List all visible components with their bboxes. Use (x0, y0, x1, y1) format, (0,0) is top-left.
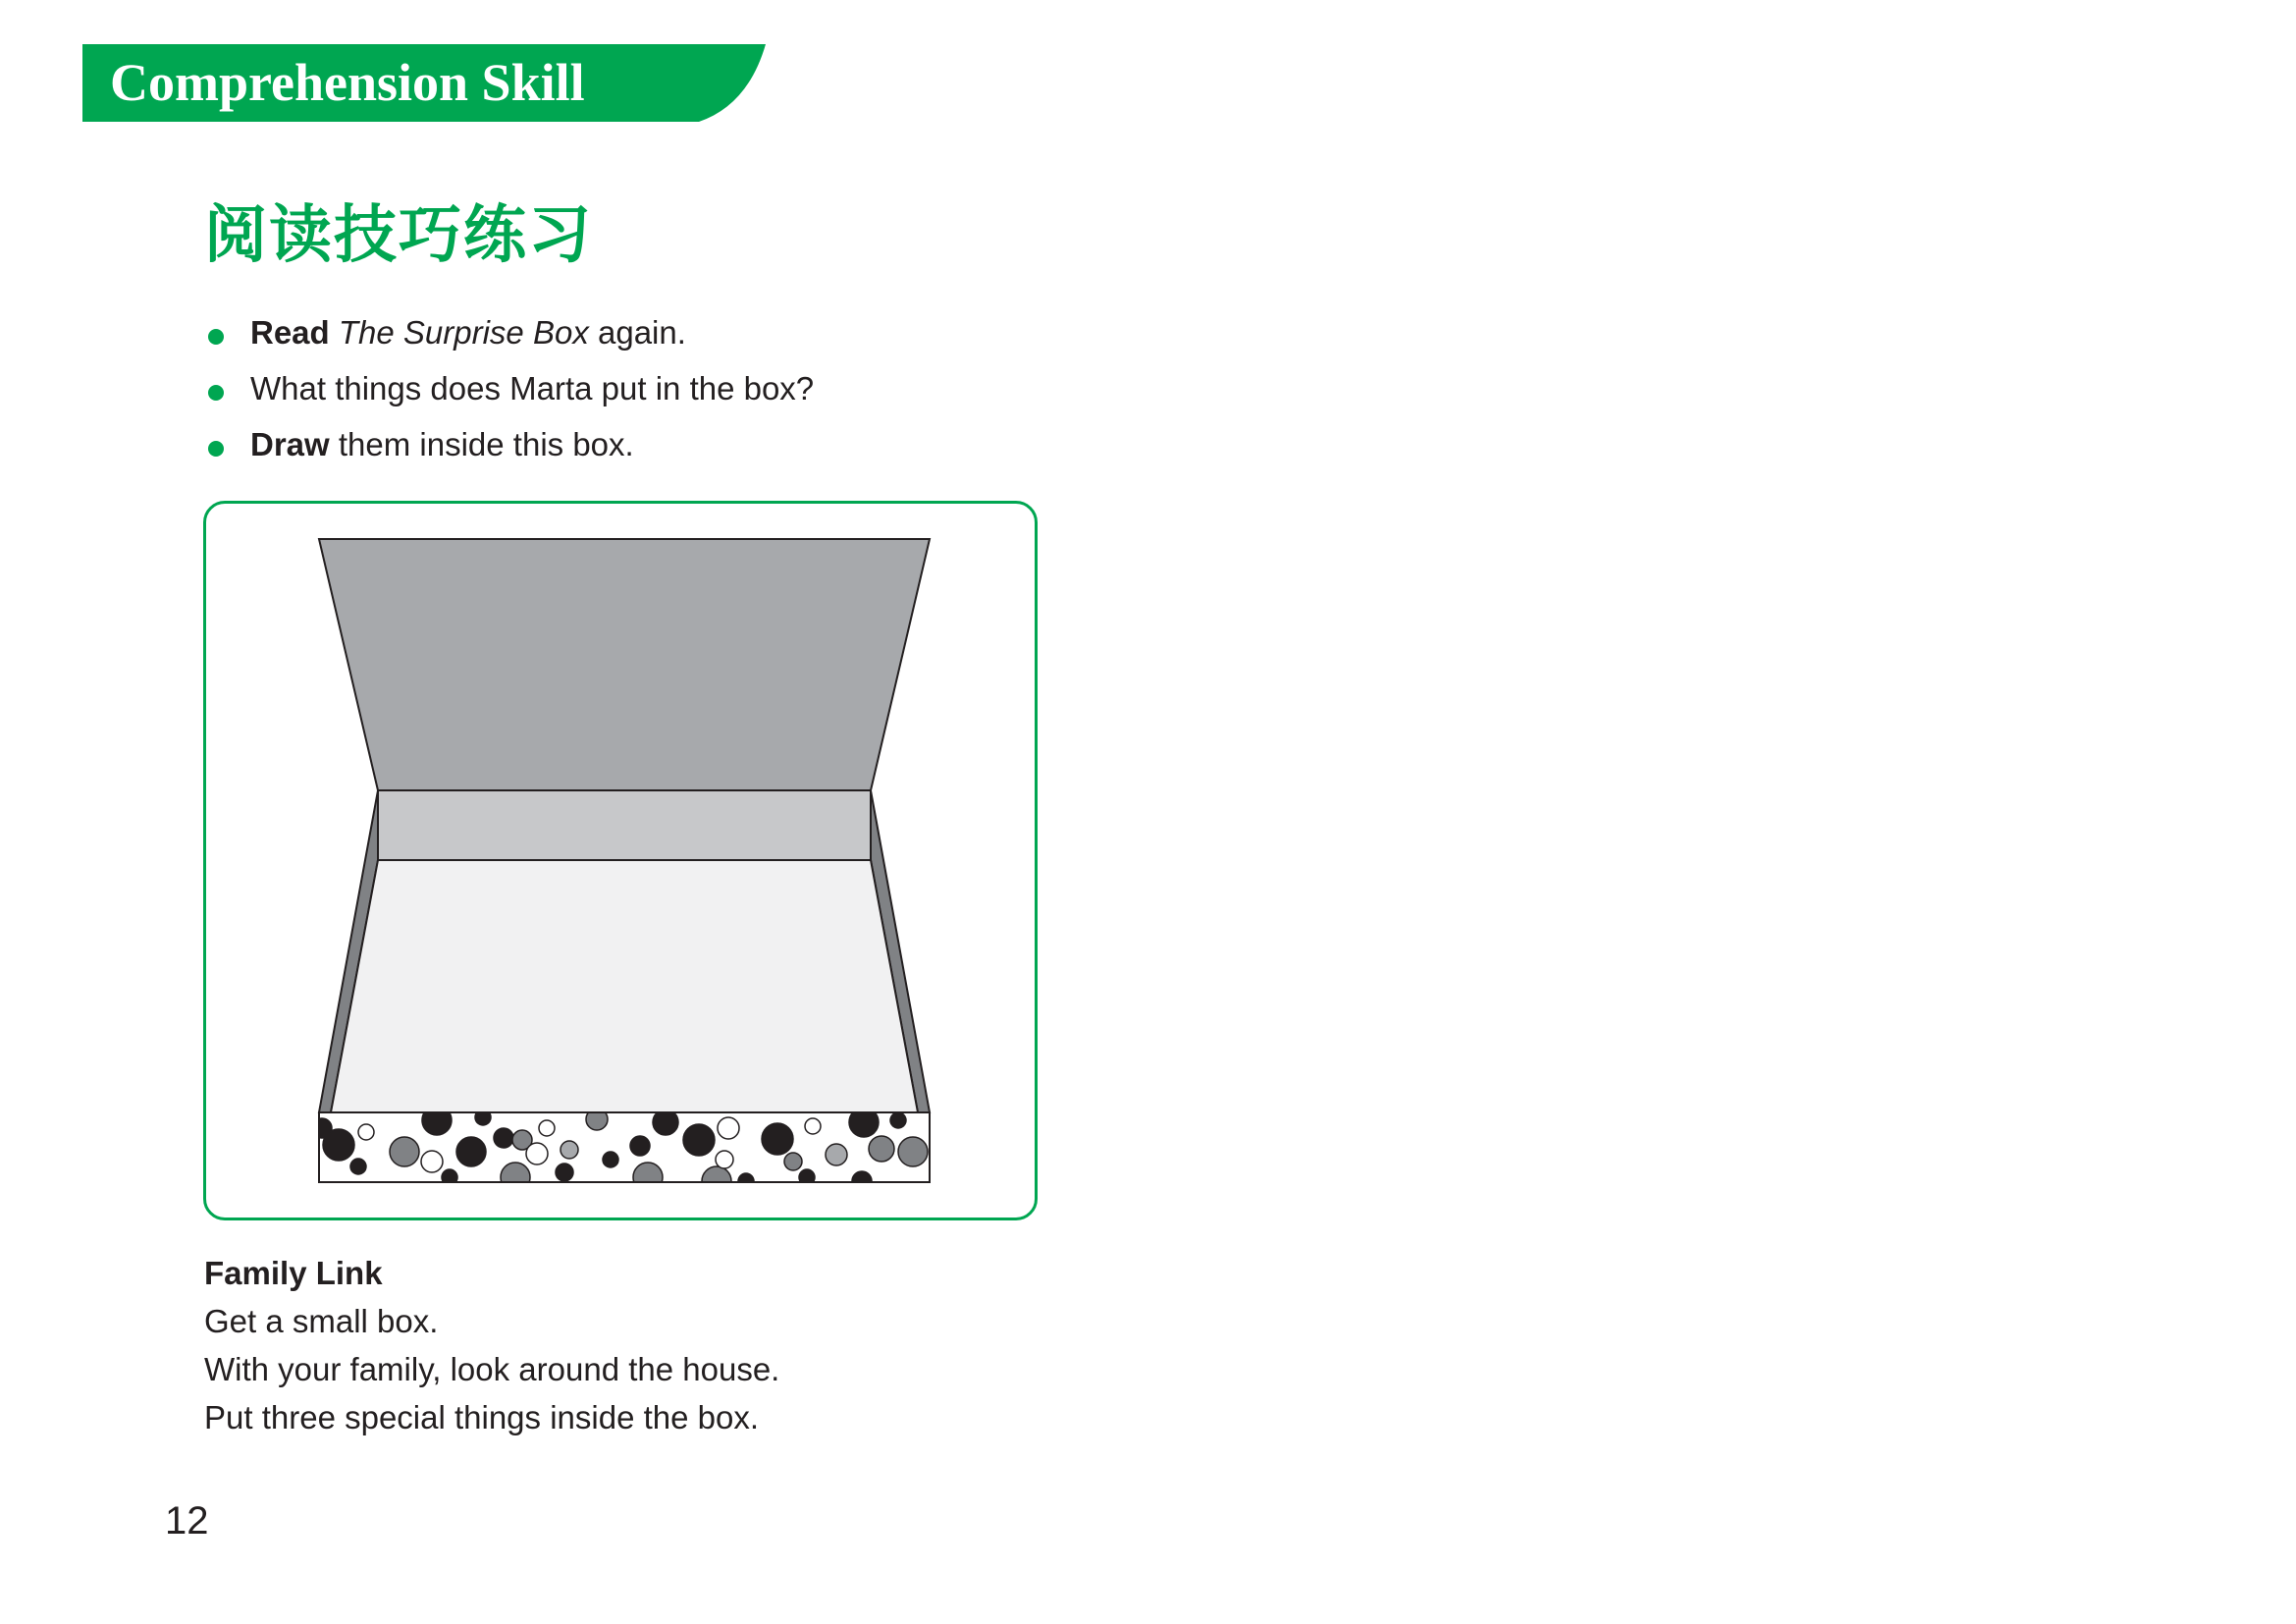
instruction-item (204, 416, 814, 472)
book-title: The Surprise Box (338, 314, 589, 351)
bullet-icon (208, 329, 224, 345)
page-number: 12 (165, 1499, 209, 1543)
instruction-item (204, 304, 814, 360)
family-link-line: Get a small box. (204, 1303, 439, 1339)
instruction-text: again. (598, 314, 686, 351)
bullet-icon (208, 441, 224, 457)
open-box-illustration (206, 504, 1035, 1218)
family-link (204, 1249, 779, 1441)
instruction-list (204, 304, 814, 472)
instruction-text: What things does Marta put in the box? (250, 370, 815, 406)
family-link-line: With your family, look around the house. (204, 1351, 780, 1387)
banner-title: Comprehension Skill (110, 53, 585, 112)
box-floor (331, 860, 918, 1112)
family-link-line: Put three special things inside the box. (204, 1399, 760, 1435)
instruction-item (204, 360, 814, 416)
chinese-title: 阅读技巧练习 (204, 199, 593, 272)
instruction-text: them inside this box. (338, 426, 634, 462)
instruction-verb: Read (250, 314, 330, 351)
bullet-icon (208, 385, 224, 401)
section-banner (82, 44, 766, 122)
drawing-frame (203, 501, 1038, 1220)
family-link-heading: Family Link (204, 1255, 383, 1291)
instruction-verb: Draw (250, 426, 330, 462)
box-lid (319, 539, 930, 790)
box-back-wall (378, 790, 871, 860)
